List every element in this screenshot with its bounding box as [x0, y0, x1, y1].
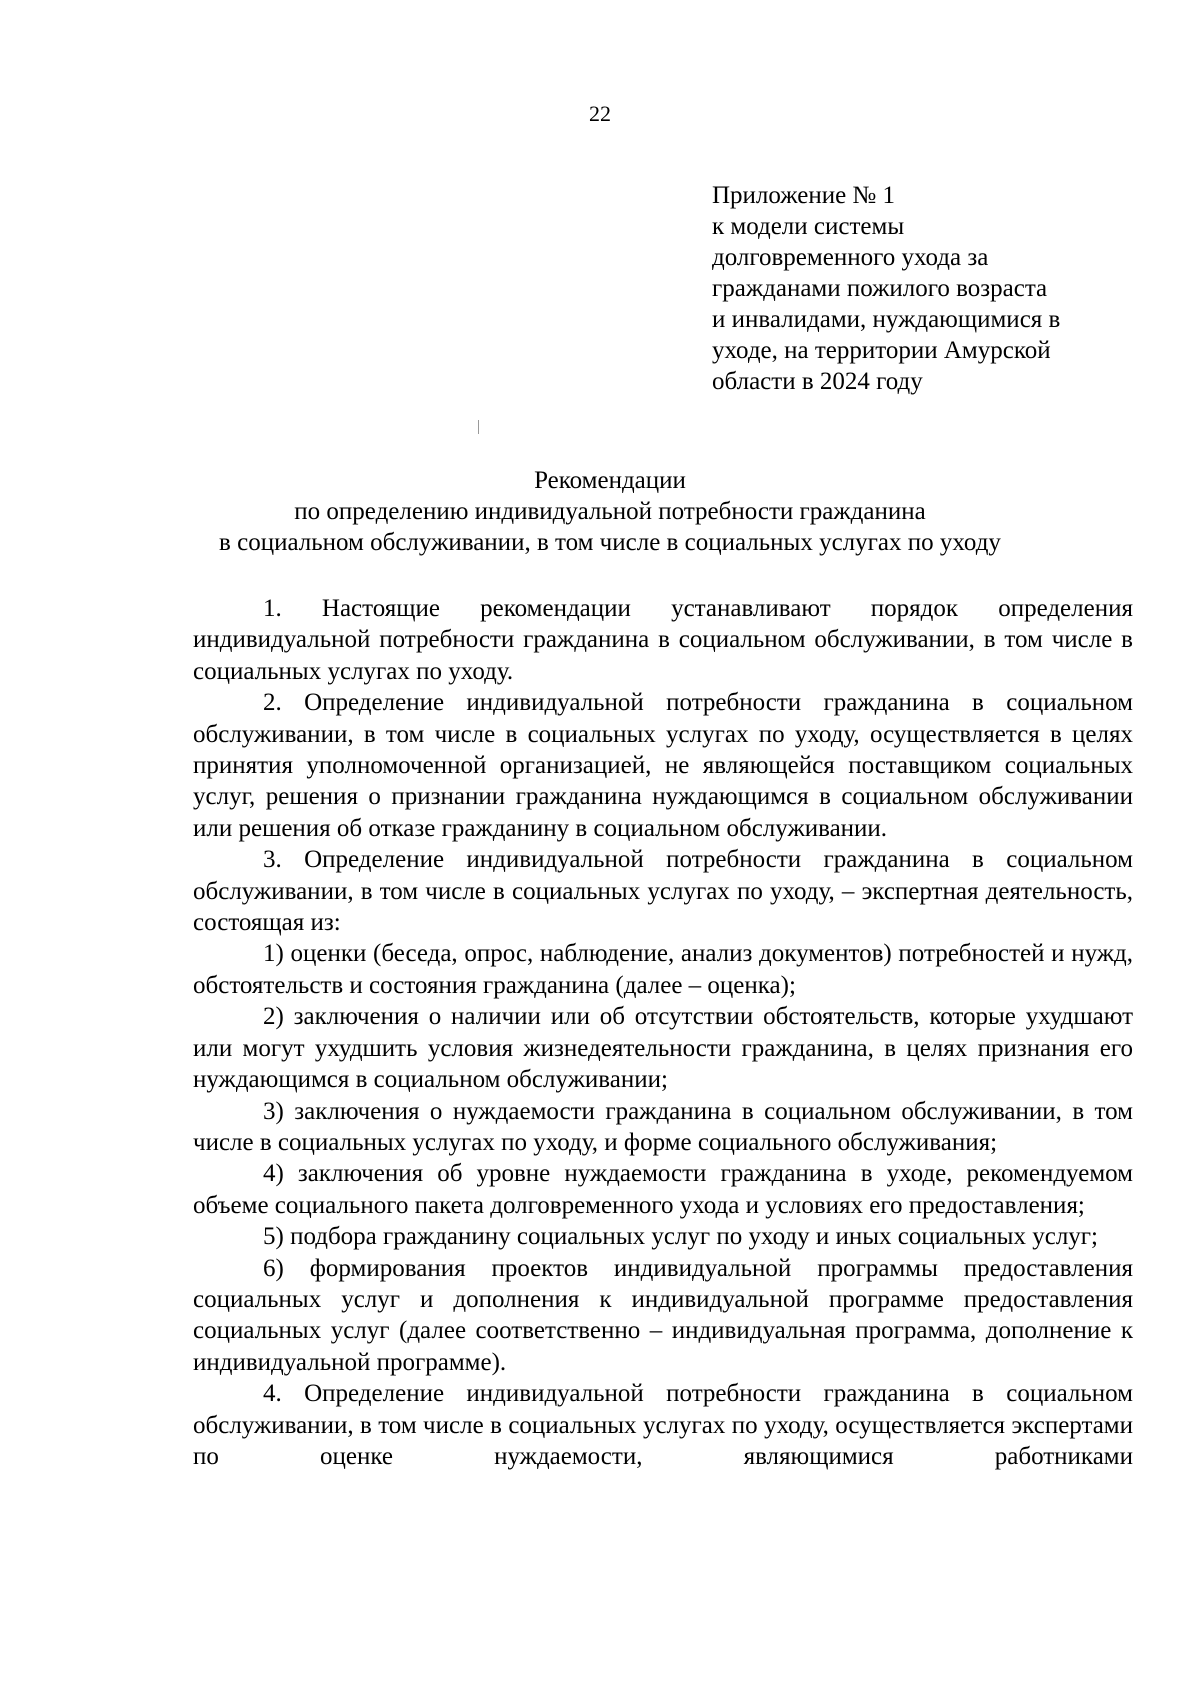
appendix-line: гражданами пожилого возраста — [712, 275, 1048, 302]
title-subline: по определению индивидуальной потребности гражданина — [294, 498, 926, 525]
list-item: 4) заключения об уровне нуждаемости гражданина в уходе, рекомендуемом объеме социального пакета долговременного ухода и условиях его предоставления; — [193, 1160, 1133, 1219]
appendix-line: области в 2024 году — [712, 368, 923, 395]
title-heading: Рекомендации — [534, 467, 686, 494]
paragraph: 4. Определение индивидуальной потребности гражданина в социальном обслуживании, в том числе в социальных услугах по уходу, осуществляется экспертами по оценке нуждаемости, являющимися работниками — [193, 1380, 1133, 1470]
list-item: 2) заключения о наличии или об отсутствии обстоятельств, которые ухудшают или могут ухудшить условия жизнедеятельности гражданина, в целях признания его нуждающимся в социальном обслуживании; — [193, 1003, 1133, 1094]
document-title — [150, 465, 1070, 558]
title-subline: в социальном обслуживании, в том числе в социальных услугах по уходу — [219, 529, 1001, 556]
paragraph: 3. Определение индивидуальной потребности гражданина в социальном обслуживании, в том числе в социальных услугах по уходу, – экспертная деятельность, состоящая из: — [193, 846, 1133, 937]
scan-mark — [478, 420, 479, 434]
appendix-header — [712, 180, 1132, 397]
list-item: 3) заключения о нуждаемости гражданина в социальном обслуживании, в том числе в социальных услугах по уходу, и форме социального обслуживания; — [193, 1097, 1133, 1156]
list-item: 1) оценки (беседа, опрос, наблюдение, анализ документов) потребностей и нужд, обстоятельств и состояния гражданина (далее – оценка); — [193, 940, 1133, 999]
appendix-line: уходе, на территории Амурской — [712, 337, 1051, 364]
list-item: 6) формирования проектов индивидуальной программы предоставления социальных услуг и дополнения к индивидуальной программе предоставления социальных услуг (далее соответственно – индивидуальная программа, дополнение к индивидуальной программе). — [193, 1254, 1133, 1376]
paragraph: 2. Определение индивидуальной потребности гражданина в социальном обслуживании, в том числе в социальных услугах по уходу, осуществляется в целях принятия уполномоченной организацией, не являющейся поставщиком социальных услуг, решения о признании гражданина нуждающимся в социальном обслуживании или решения об отказе гражданину в социальном обслуживании. — [193, 689, 1133, 842]
list-item: 5) подбора гражданину социальных услуг по уходу и иных социальных услуг; — [263, 1223, 1098, 1251]
appendix-line: к модели системы — [712, 213, 905, 240]
page-number: 22 — [589, 101, 611, 126]
appendix-line: Приложение № 1 — [712, 182, 896, 209]
appendix-line: и инвалидами, нуждающимися в — [712, 306, 1061, 333]
paragraph: 1. Настоящие рекомендации устанавливают порядок определения индивидуальной потребности гражданина в социальном обслуживании, в том числе в социальных услугах по уходу. — [193, 595, 1133, 685]
appendix-line: долговременного ухода за — [712, 244, 989, 271]
document-body — [193, 593, 1133, 1472]
